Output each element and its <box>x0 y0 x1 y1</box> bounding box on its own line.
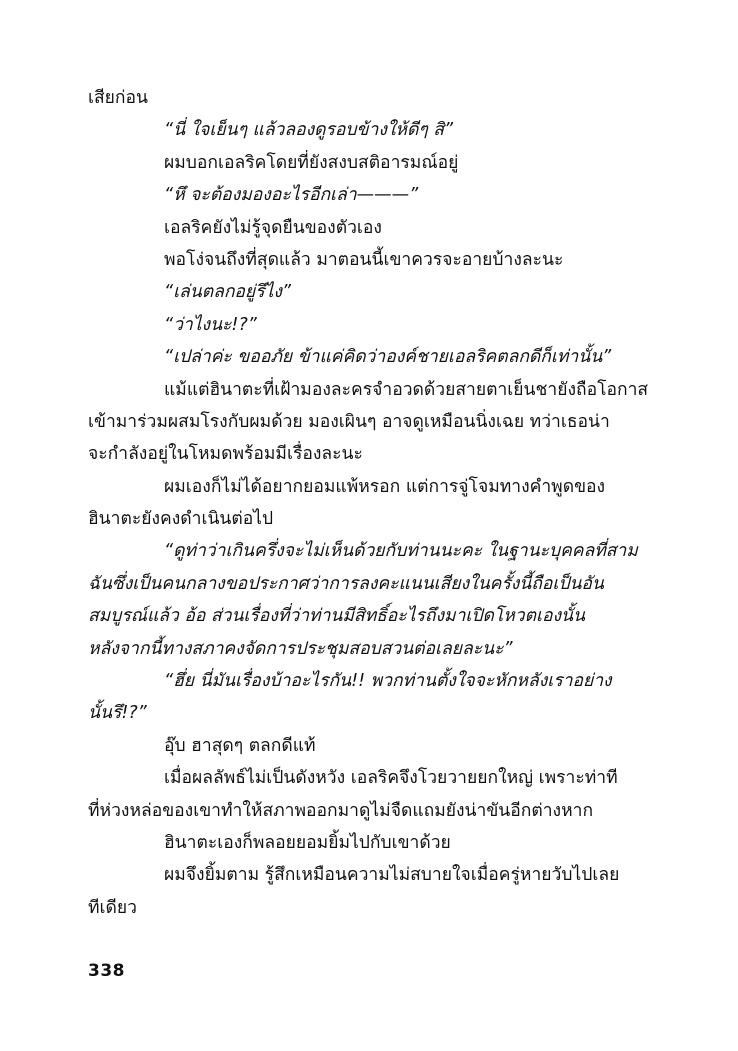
text-line: ฮินาตะยังคงดำเนินต่อไป <box>88 509 274 530</box>
dialogue-line: “ว่าไงนะ!?” <box>164 314 257 335</box>
dialogue-line: สมบูรณ์แล้ว อ้อ ส่วนเรื่องที่ว่าท่านมีสิทธิ์อะไรถึงมาเปิดโหวตเองนั้น <box>88 606 585 627</box>
dialogue-line: “ดูท่าว่าเกินครึ่งจะไม่เห็นด้วยกับท่านนะคะ ในฐานะบุคคลที่สาม <box>164 541 638 562</box>
text-line: ฮินาตะเองก็พลอยยอมยิ้มไปกับเขาด้วย <box>164 832 451 853</box>
text-line: ผมบอกเอลริคโดยที่ยังสงบสติอารมณ์อยู่ <box>164 152 459 173</box>
dialogue-line: “เปล่าค่ะ ขออภัย ข้าแค่คิดว่าองค์ชายเอลริคตลกดีก็เท่านั้น” <box>164 347 612 368</box>
dialogue-line: ฉันซึ่งเป็นคนกลางขอประกาศว่าการลงคะแนนเสียงในครั้งนี้ถือเป็นอัน <box>88 573 604 594</box>
text-line: เอลริคยังไม่รู้จุดยืนของตัวเอง <box>164 217 382 238</box>
page-number: 338 <box>88 961 125 981</box>
text-line: พอโง่จนถึงที่สุดแล้ว มาตอนนี้เขาควรจะอายบ้างละนะ <box>164 249 564 270</box>
text-line: ผมเองก็ไม่ได้อยากยอมแพ้หรอก แต่การจู่โจมทางคำพูดของ <box>164 476 606 497</box>
text-line: ผมจึงยิ้มตาม รู้สึกเหมือนความไม่สบายใจเมื่อครู่หายวับไปเลย <box>164 865 620 886</box>
body-text <box>88 82 650 924</box>
text-line: ที่ห่วงหล่อของเขาทำให้สภาพออกมาดูไม่จืดแถมยังน่าขันอีกต่างหาก <box>88 800 594 821</box>
dialogue-line: “ฮึ่ย นี่มันเรื่องบ้าอะไรกัน!! พวกท่านตั้งใจจะหักหลังเราอย่าง <box>164 671 612 692</box>
text-line: เข้ามาร่วมผสมโรงกับผมด้วย มองเผินๆ อาจดูเหมือนนิ่งเฉย ทว่าเธอน่า <box>88 411 610 432</box>
text-line: ทีเดียว <box>88 897 137 918</box>
text-line: อุ๊บ ฮาสุดๆ ตลกดีแท้ <box>164 735 316 756</box>
text-line: เสียก่อน <box>88 88 148 108</box>
dialogue-line: หลังจากนี้ทางสภาคงจัดการประชุมสอบสวนต่อเลยละนะ” <box>88 638 513 659</box>
dialogue-line: “หึ จะต้องมองอะไรอีกเล่า———” <box>164 185 419 206</box>
dialogue-line: นั้นรึ!?” <box>88 703 147 724</box>
text-line: เมื่อผลลัพธ์ไม่เป็นดังหวัง เอลริคจึงโวยวายยกใหญ่ เพราะท่าที <box>164 768 618 789</box>
dialogue-line: “นี่ ใจเย็นๆ แล้วลองดูรอบข้างให้ดีๆ สิ” <box>164 120 454 141</box>
dialogue-line: “เล่นตลกอยู่รึไง” <box>164 282 291 303</box>
text-line: จะกำลังอยู่ในโหมดพร้อมมีเรื่องละนะ <box>88 444 363 465</box>
text-line: แม้แต่ฮินาตะที่เฝ้ามองละครจำอวดด้วยสายตาเย็นชายังถือโอกาส <box>164 379 649 400</box>
